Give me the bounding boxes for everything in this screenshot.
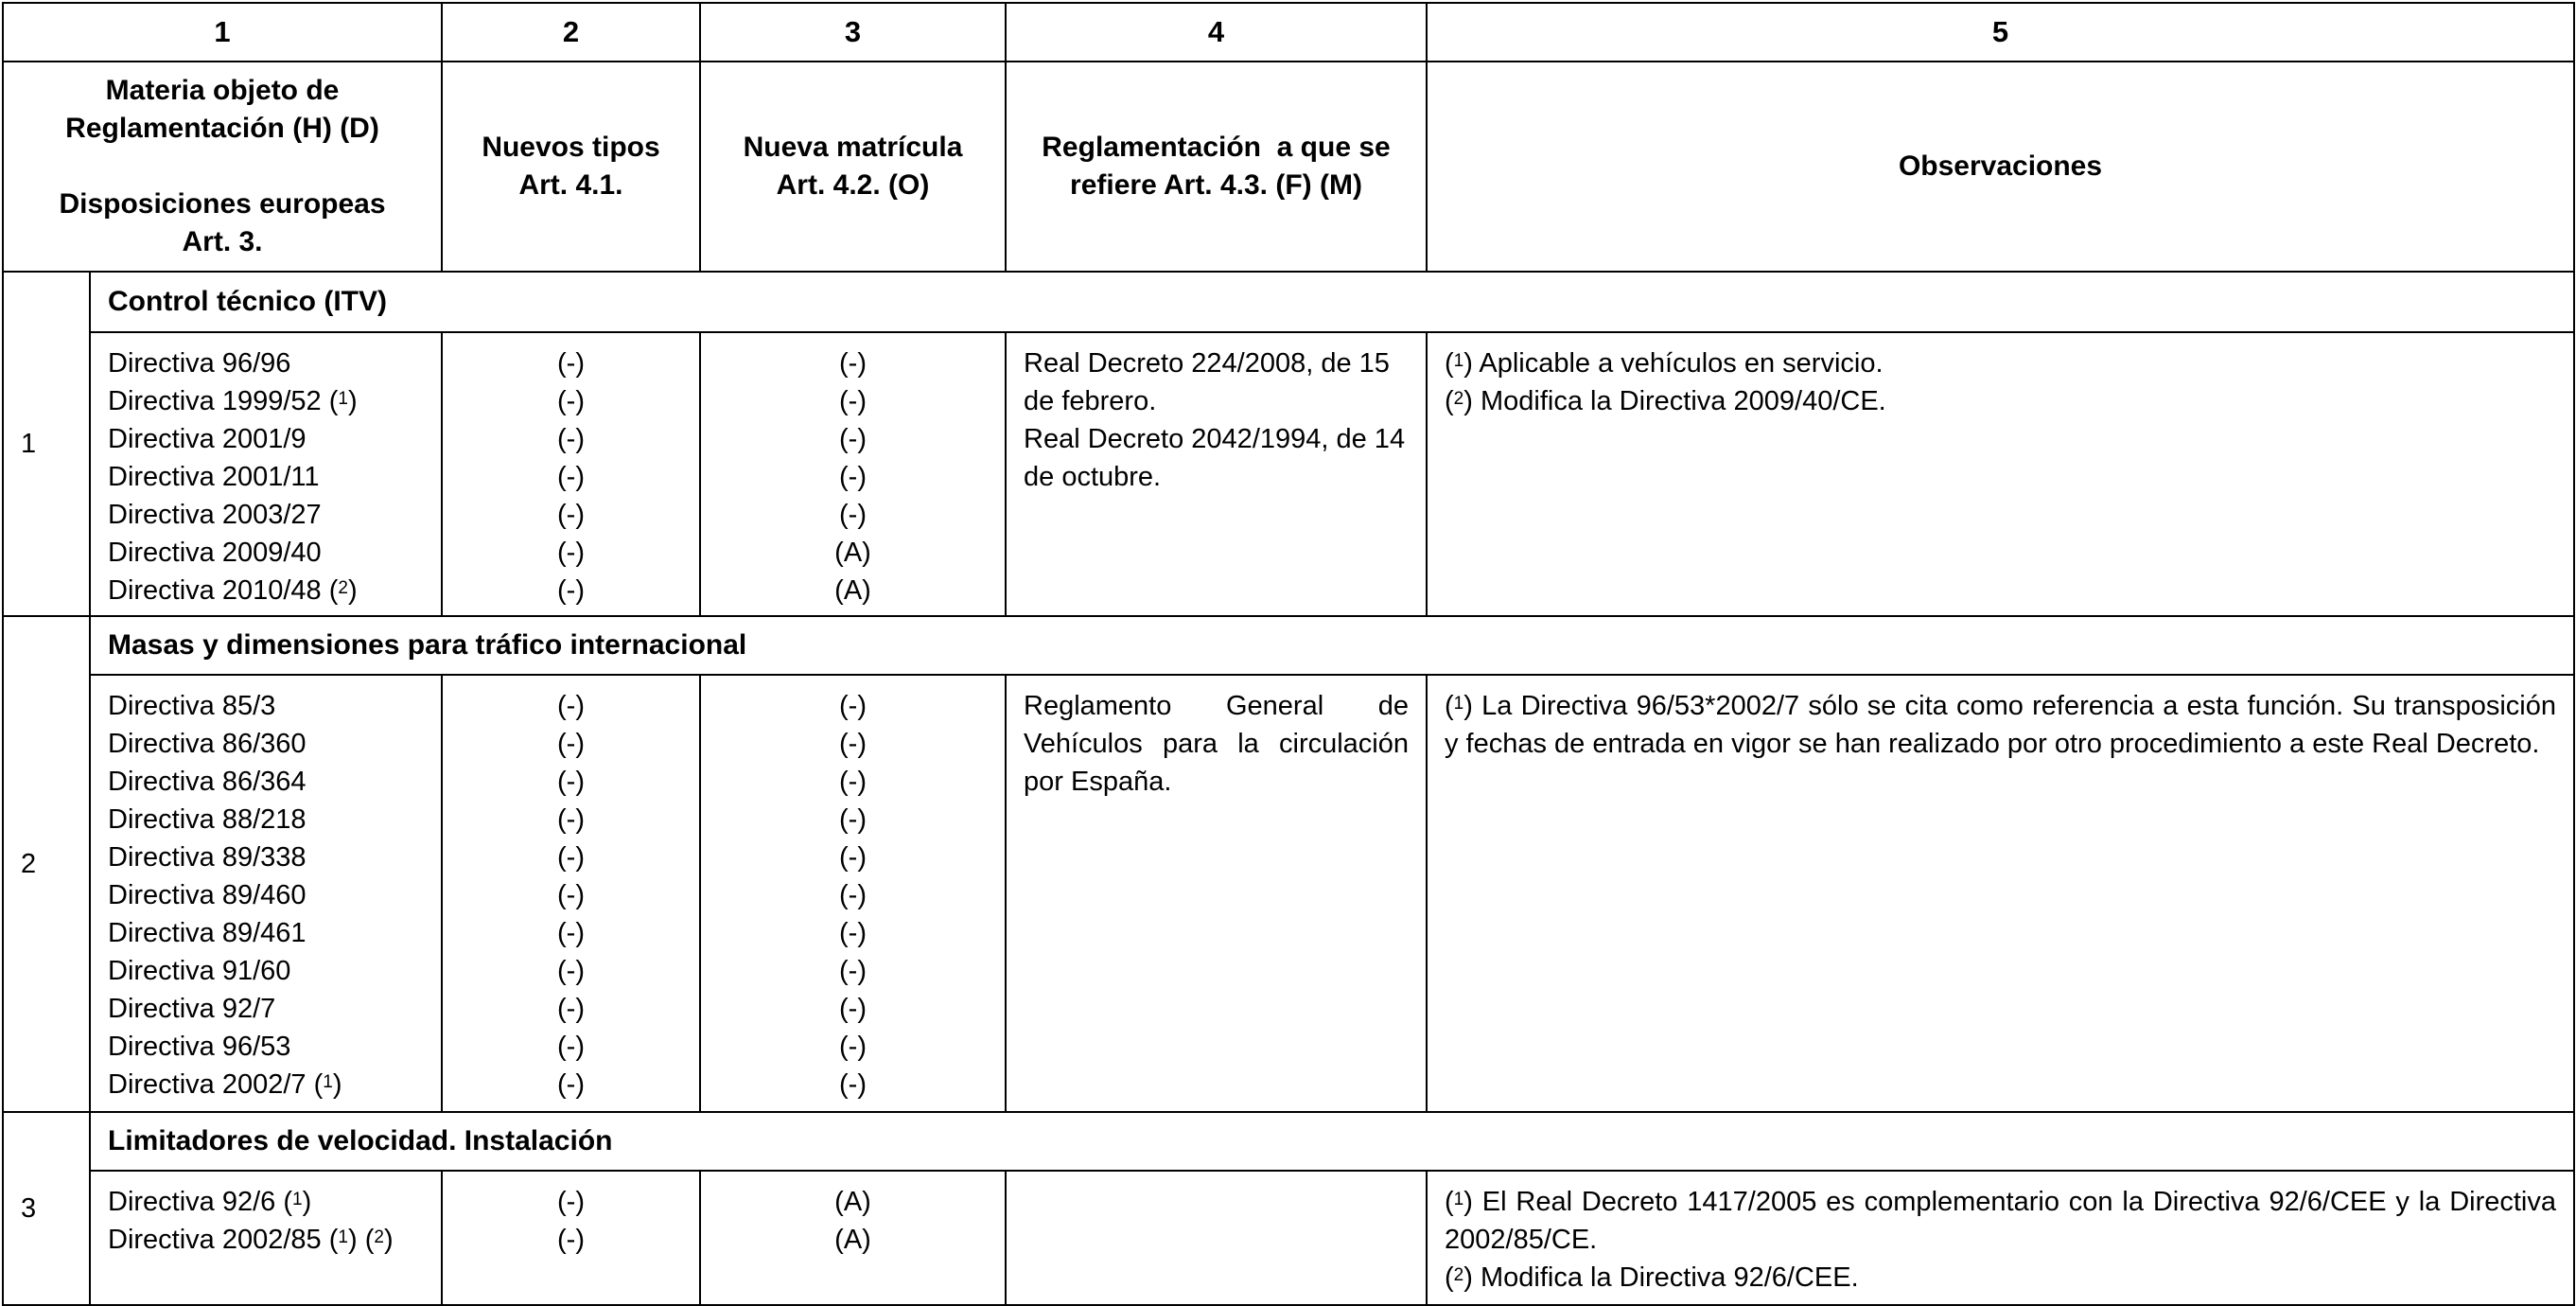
header-reglamentacion-line2: refiere Art. 4.3. (F) (M) xyxy=(1070,169,1362,201)
matricula-value: (-) xyxy=(839,956,867,986)
directive-item: Directiva 96/53 xyxy=(108,1032,291,1062)
nuevos-tipos-list xyxy=(442,1171,700,1305)
section-title: Control técnico (ITV) xyxy=(90,272,2574,332)
column-number-2: 2 xyxy=(442,3,700,62)
directive-item: Directiva 2001/9 xyxy=(108,424,307,454)
directive-item: Directiva 89/338 xyxy=(108,842,307,873)
matricula-value: (-) xyxy=(839,994,867,1024)
column-number-4: 4 xyxy=(1006,3,1427,62)
header-nuevos-tipos xyxy=(442,62,700,272)
matricula-value: (-) xyxy=(839,348,867,379)
nuevos-value: (-) xyxy=(557,348,585,379)
section-title: Masas y dimensiones para tráfico internacional xyxy=(90,616,2574,675)
section-title-row xyxy=(3,272,2574,332)
directive-item: Directiva 2010/48 ($^2$) xyxy=(108,575,358,606)
header-reglamentacion-line1: Reglamentación a que se xyxy=(1042,132,1391,163)
directive-item: Directiva 2009/40 xyxy=(108,538,322,568)
matricula-list xyxy=(700,1171,1006,1305)
section-number: 1 xyxy=(3,272,90,616)
matricula-value: (-) xyxy=(839,1069,867,1100)
header-materia-line3: Disposiciones europeas xyxy=(59,188,386,220)
header-reglamentacion xyxy=(1006,62,1427,272)
nuevos-value: (-) xyxy=(557,880,585,910)
matricula-value: (-) xyxy=(839,424,867,454)
header-nueva-matricula xyxy=(700,62,1006,272)
section-number: 3 xyxy=(3,1112,90,1305)
section-body-row xyxy=(3,332,2574,616)
observation-note: ($^1$) La Directiva 96/53*2002/7 sólo se cita como referencia a esta función. Su transposición y fechas de entrada en vigor se han realizado por otro procedimiento a este Real Decreto. xyxy=(1445,691,2556,759)
reglamentacion-text: Reglamento General de Vehículos para la circulación por España. xyxy=(1006,675,1427,1112)
header-nuevos-line1: Nuevos tipos xyxy=(482,132,660,163)
nuevos-value: (-) xyxy=(557,1187,585,1217)
directive-item: Directiva 2003/27 xyxy=(108,500,322,530)
reglamentacion-line: Real Decreto 224/2008, de 15 xyxy=(1024,348,1390,379)
section-title: Limitadores de velocidad. Instalación xyxy=(90,1112,2574,1171)
directive-item: Directiva 2001/11 xyxy=(108,462,320,492)
reglamentacion-line: de octubre. xyxy=(1024,462,1162,492)
header-row xyxy=(3,62,2574,272)
section-body-row xyxy=(3,1171,2574,1305)
matricula-list xyxy=(700,675,1006,1112)
nuevos-value: (-) xyxy=(557,691,585,721)
column-number-3: 3 xyxy=(700,3,1006,62)
observaciones-text xyxy=(1427,332,2574,616)
nuevos-value: (-) xyxy=(557,804,585,835)
header-materia-line2: Reglamentación (H) (D) xyxy=(65,113,379,144)
matricula-value: (-) xyxy=(839,1032,867,1062)
nuevos-value: (-) xyxy=(557,1032,585,1062)
nuevos-value: (-) xyxy=(557,767,585,797)
header-observaciones: Observaciones xyxy=(1427,62,2574,272)
directive-item: Directiva 96/96 xyxy=(108,348,291,379)
directive-item: Directiva 89/461 xyxy=(108,918,307,948)
observaciones-text xyxy=(1427,1171,2574,1305)
nuevos-value: (-) xyxy=(557,729,585,759)
header-matricula-line2: Art. 4.2. (O) xyxy=(776,169,930,201)
nuevos-value: (-) xyxy=(557,994,585,1024)
matricula-value: (-) xyxy=(839,918,867,948)
section-number: 2 xyxy=(3,616,90,1112)
directive-item: Directiva 2002/7 ($^1$) xyxy=(108,1069,342,1100)
matricula-value: (-) xyxy=(839,386,867,416)
reglamentacion-text xyxy=(1006,1171,1427,1305)
observation-note: ($^2$) Modifica la Directiva 2009/40/CE. xyxy=(1445,386,1886,416)
directive-item: Directiva 86/360 xyxy=(108,729,307,759)
regulation-table xyxy=(2,2,2575,1306)
matricula-value: (-) xyxy=(839,804,867,835)
header-nuevos-line2: Art. 4.1. xyxy=(518,169,623,201)
nuevos-value: (-) xyxy=(557,1069,585,1100)
matricula-value: (-) xyxy=(839,462,867,492)
header-matricula-line1: Nueva matrícula xyxy=(743,132,963,163)
section-title-row xyxy=(3,616,2574,675)
observation-note: ($^1$) Aplicable a vehículos en servicio. xyxy=(1445,348,1884,379)
matricula-value: (-) xyxy=(839,842,867,873)
nuevos-value: (-) xyxy=(557,1225,585,1255)
directive-item: Directiva 85/3 xyxy=(108,691,276,721)
column-number-5: 5 xyxy=(1427,3,2574,62)
observaciones-text xyxy=(1427,675,2574,1112)
column-number-1: 1 xyxy=(3,3,442,62)
matricula-value: (-) xyxy=(839,767,867,797)
matricula-value: (A) xyxy=(834,575,871,606)
nuevos-value: (-) xyxy=(557,386,585,416)
directive-item: Directiva 1999/52 ($^1$) xyxy=(108,386,358,416)
nuevos-value: (-) xyxy=(557,918,585,948)
matricula-value: (-) xyxy=(839,691,867,721)
matricula-value: (A) xyxy=(834,538,871,568)
observation-note: ($^2$) Modifica la Directiva 92/6/CEE. xyxy=(1445,1262,1859,1293)
directive-item: Directiva 86/364 xyxy=(108,767,307,797)
header-materia-line4: Art. 3. xyxy=(182,226,263,257)
column-number-row xyxy=(3,3,2574,62)
matricula-list xyxy=(700,332,1006,616)
matricula-value: (-) xyxy=(839,880,867,910)
nuevos-value: (-) xyxy=(557,956,585,986)
nuevos-value: (-) xyxy=(557,424,585,454)
nuevos-value: (-) xyxy=(557,575,585,606)
section-body-row xyxy=(3,675,2574,1112)
directive-item: Directiva 92/6 ($^1$) xyxy=(108,1187,312,1217)
directive-item: Directiva 91/60 xyxy=(108,956,291,986)
directive-item: Directiva 88/218 xyxy=(108,804,307,835)
nuevos-value: (-) xyxy=(557,538,585,568)
reglamentacion-text xyxy=(1006,332,1427,616)
reglamentacion-line: Real Decreto 2042/1994, de 14 xyxy=(1024,424,1406,454)
observation-note: ($^1$) El Real Decreto 1417/2005 es complementario con la Directiva 92/6/CEE y la Directiva 2002/85/CE. xyxy=(1445,1187,2556,1255)
matricula-value: (A) xyxy=(834,1225,871,1255)
directive-item: Directiva 92/7 xyxy=(108,994,276,1024)
directive-list xyxy=(90,332,442,616)
nuevos-tipos-list xyxy=(442,675,700,1112)
directive-item: Directiva 89/460 xyxy=(108,880,307,910)
reglamentacion-line: de febrero. xyxy=(1024,386,1157,416)
nuevos-tipos-list xyxy=(442,332,700,616)
matricula-value: (-) xyxy=(839,500,867,530)
section-title-row xyxy=(3,1112,2574,1171)
nuevos-value: (-) xyxy=(557,500,585,530)
matricula-value: (A) xyxy=(834,1187,871,1217)
header-materia-line1: Materia objeto de xyxy=(105,75,340,106)
nuevos-value: (-) xyxy=(557,462,585,492)
nuevos-value: (-) xyxy=(557,842,585,873)
header-materia xyxy=(3,62,442,272)
directive-list xyxy=(90,1171,442,1305)
matricula-value: (-) xyxy=(839,729,867,759)
directive-item: Directiva 2002/85 ($^1$) ($^2$) xyxy=(108,1225,394,1255)
directive-list xyxy=(90,675,442,1112)
